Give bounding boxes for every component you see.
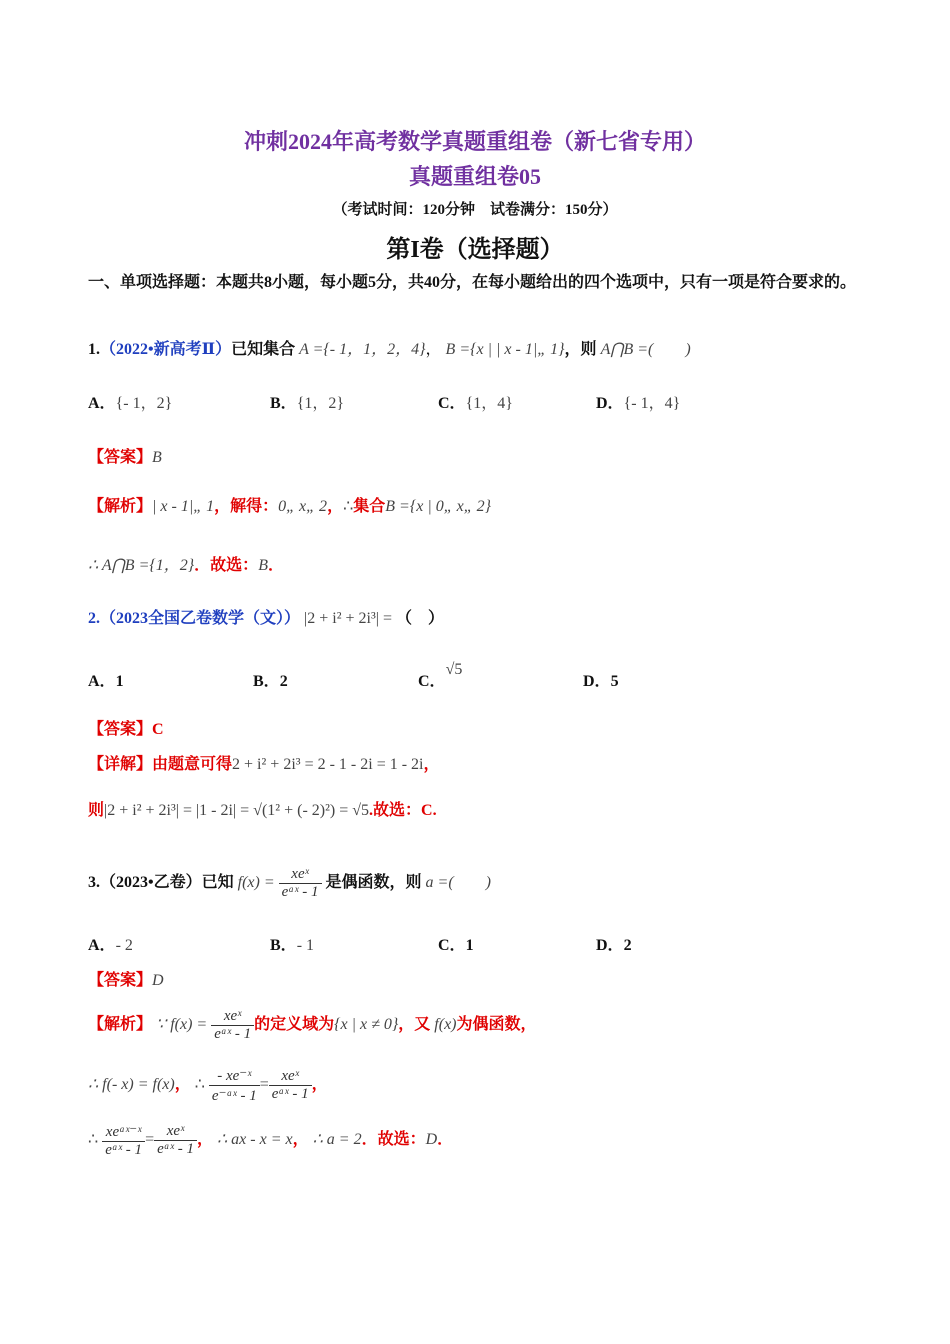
fraction bbox=[211, 1008, 254, 1043]
option-label: D． bbox=[596, 937, 624, 954]
question-1-stem: 1.（2022•新高考Ⅱ）已知集合 A ={- 1，1，2，4}， B ={x | | x - 1|„ 1}，则 A⋂B =( ) bbox=[88, 341, 691, 358]
option-label: A． bbox=[88, 937, 116, 954]
q1-set-b: B ={x | | x - 1|„ 1} bbox=[445, 341, 565, 358]
q2-detail-line2 bbox=[88, 797, 437, 820]
math: ∴ ax - x = x bbox=[216, 1131, 293, 1149]
q2-detail-line1 bbox=[88, 751, 440, 774]
option-value: 1 bbox=[115, 673, 124, 690]
detail-tag: 【详解】 bbox=[88, 756, 153, 773]
numerator: xeˣ bbox=[269, 1068, 312, 1086]
text: 为偶函数， bbox=[456, 1016, 537, 1034]
math: ∴ bbox=[343, 498, 354, 515]
option-label: B． bbox=[270, 937, 297, 954]
denominator: eᵃˣ - 1 bbox=[271, 1086, 309, 1102]
option-value: - 2 bbox=[115, 937, 133, 954]
option-value: {- 1，2} bbox=[115, 395, 173, 412]
option-label: B． bbox=[253, 673, 280, 690]
q1-answer bbox=[88, 444, 162, 467]
answer-value: D bbox=[152, 972, 164, 989]
text: ， bbox=[174, 1076, 191, 1094]
math: {x | x ≠ 0} bbox=[334, 1016, 399, 1034]
answer-value: C bbox=[152, 721, 164, 738]
text: ， bbox=[292, 1131, 309, 1149]
q3-analysis-line2 bbox=[88, 1066, 328, 1105]
text: 则 bbox=[88, 802, 105, 819]
volume-title: 第I卷（选择题） bbox=[386, 237, 564, 263]
analysis-tag: 【解析】 bbox=[88, 498, 153, 515]
option-value: {1，2} bbox=[296, 395, 345, 412]
option-value: 1 bbox=[465, 937, 474, 954]
q3-option-c[interactable] bbox=[438, 932, 474, 955]
denominator: eᵃˣ - 1 bbox=[214, 1026, 252, 1042]
q2-option-a[interactable] bbox=[88, 668, 124, 691]
fraction bbox=[102, 1122, 145, 1159]
text: 的定义域为 bbox=[254, 1016, 335, 1034]
math: B ={x | 0„ x„ 2} bbox=[385, 498, 492, 515]
q2-option-c[interactable] bbox=[418, 661, 463, 691]
q3-stem-text: 已知 bbox=[201, 874, 234, 892]
q3-number: 3. bbox=[88, 874, 100, 892]
numerator: xeˣ bbox=[211, 1008, 254, 1026]
option-label: C． bbox=[438, 395, 466, 412]
math: = bbox=[145, 1131, 155, 1149]
q1-option-d[interactable] bbox=[596, 390, 680, 413]
math: ∴ a = 2 bbox=[312, 1131, 362, 1149]
q3-analysis-line3 bbox=[88, 1122, 453, 1159]
text: ， bbox=[423, 756, 440, 773]
math: ∴ bbox=[88, 1131, 99, 1149]
text: ， bbox=[311, 1076, 328, 1094]
q3-f-lhs: f(x) = bbox=[237, 874, 275, 892]
question-3-stem bbox=[88, 866, 491, 901]
math: D bbox=[425, 1131, 438, 1149]
math: = bbox=[259, 1076, 269, 1094]
option-label: C． bbox=[438, 937, 466, 954]
option-label: A． bbox=[88, 673, 116, 690]
text: .故选：C. bbox=[369, 802, 437, 819]
text: ．故选： bbox=[194, 557, 259, 574]
text: ．故选： bbox=[361, 1131, 426, 1149]
numerator: xeˣ bbox=[279, 866, 322, 884]
q2-option-b[interactable] bbox=[253, 668, 288, 691]
numerator: - xe⁻ˣ bbox=[209, 1066, 260, 1086]
math: ∴ bbox=[194, 1076, 205, 1094]
paper-subtitle: 真题重组卷05 bbox=[408, 164, 541, 189]
math: |2 + i² + 2i³| = |1 - 2i| = √(1² + (- 2)²) = √5 bbox=[104, 802, 370, 819]
text: 由题意可得 bbox=[152, 756, 233, 773]
exam-meta: （考试时间：120分钟 试卷满分：150分） bbox=[332, 202, 618, 218]
q3-stem-text-2: 是偶函数，则 bbox=[325, 874, 422, 892]
analysis-tag: 【解析】 bbox=[88, 1016, 153, 1034]
math: ∵ f(x) = bbox=[156, 1016, 208, 1034]
q3-fraction bbox=[279, 866, 322, 901]
fraction bbox=[209, 1066, 260, 1105]
q1-analysis-line2 bbox=[88, 552, 284, 575]
text: ， bbox=[327, 498, 344, 515]
q3-answer bbox=[88, 967, 164, 990]
denominator: eᵃˣ - 1 bbox=[105, 1142, 143, 1158]
option-value: {- 1，4} bbox=[623, 395, 681, 412]
answer-tag: 【答案】 bbox=[88, 449, 153, 466]
q1-set-a: A ={- 1，1，2，4} bbox=[299, 341, 426, 358]
text: ． bbox=[267, 557, 284, 574]
option-label: B． bbox=[270, 395, 297, 412]
option-label: D． bbox=[583, 673, 611, 690]
q1-option-c[interactable] bbox=[438, 390, 513, 413]
denominator: eᵃˣ - 1 bbox=[157, 1141, 194, 1157]
q1-source: （2022•新高考Ⅱ） bbox=[100, 341, 232, 358]
q1-ask: A⋂B =( ) bbox=[600, 341, 691, 358]
text: ， bbox=[196, 1131, 213, 1149]
text: ． bbox=[437, 1131, 454, 1149]
q3-option-b[interactable] bbox=[270, 932, 314, 955]
fraction bbox=[269, 1068, 312, 1103]
q1-stem-text: 已知集合 bbox=[231, 341, 296, 358]
q1-option-b[interactable] bbox=[270, 390, 344, 413]
paper-title: 冲刺2024年高考数学真题重组卷（新七省专用） bbox=[243, 129, 706, 154]
q2-option-d[interactable] bbox=[583, 668, 619, 691]
text: 集合 bbox=[353, 498, 386, 515]
question-2-stem bbox=[88, 605, 444, 628]
option-value: 2 bbox=[623, 937, 632, 954]
math: ∴ f(- x) = f(x) bbox=[88, 1076, 175, 1094]
q2-source: （2023全国乙卷数学（文）） bbox=[100, 610, 301, 627]
math: f(x) bbox=[434, 1016, 457, 1034]
q2-answer bbox=[88, 716, 164, 739]
answer-tag: 【答案】 bbox=[88, 972, 153, 989]
q1-option-a[interactable] bbox=[88, 390, 172, 413]
option-value: - 1 bbox=[296, 937, 315, 954]
answer-value: B bbox=[152, 449, 162, 466]
option-label: A． bbox=[88, 395, 116, 412]
q2-expression: |2 + i² + 2i³| = bbox=[304, 610, 392, 627]
answer-tag: 【答案】 bbox=[88, 721, 153, 738]
numerator: xeᵃˣ⁻ˣ bbox=[102, 1122, 145, 1142]
q1-number: 1. bbox=[88, 341, 100, 358]
math: B bbox=[258, 557, 268, 574]
math: 2 + i² + 2i³ = 2 - 1 - 2i = 1 - 2i bbox=[232, 756, 424, 773]
math: ∴ A⋂B ={1，2} bbox=[88, 557, 195, 574]
math: | x - 1|„ 1 bbox=[152, 498, 215, 515]
q3-option-d[interactable] bbox=[596, 932, 632, 955]
denominator: eᵃˣ - 1 bbox=[281, 884, 319, 900]
text: ，解得： bbox=[214, 498, 279, 515]
option-value: 2 bbox=[279, 673, 288, 690]
q1-analysis-line1 bbox=[88, 493, 491, 516]
fraction bbox=[154, 1123, 197, 1158]
q1-then: ，则 bbox=[564, 341, 597, 358]
q3-source: （2023•乙卷） bbox=[100, 874, 202, 892]
option-value: {1，4} bbox=[465, 395, 513, 412]
section-heading: 一、单项选择题：本题共8小题，每小题5分，共40分，在每小题给出的四个选项中，只有一项是符合要求的。 bbox=[88, 274, 857, 291]
option-label: C． bbox=[418, 673, 446, 690]
option-value: √5 bbox=[445, 661, 463, 678]
math: 0„ x„ 2 bbox=[278, 498, 328, 515]
q3-ask: a =( ) bbox=[425, 874, 491, 892]
option-value: 5 bbox=[610, 673, 619, 690]
denominator: e⁻ᵃˣ - 1 bbox=[211, 1088, 257, 1104]
q3-analysis-line1 bbox=[88, 1008, 537, 1043]
text: ，又 bbox=[398, 1016, 431, 1034]
q2-blank: （ ） bbox=[395, 610, 444, 627]
option-label: D． bbox=[596, 395, 624, 412]
q3-option-a[interactable] bbox=[88, 932, 133, 955]
numerator: xeˣ bbox=[154, 1123, 197, 1141]
q2-number: 2. bbox=[88, 610, 100, 627]
